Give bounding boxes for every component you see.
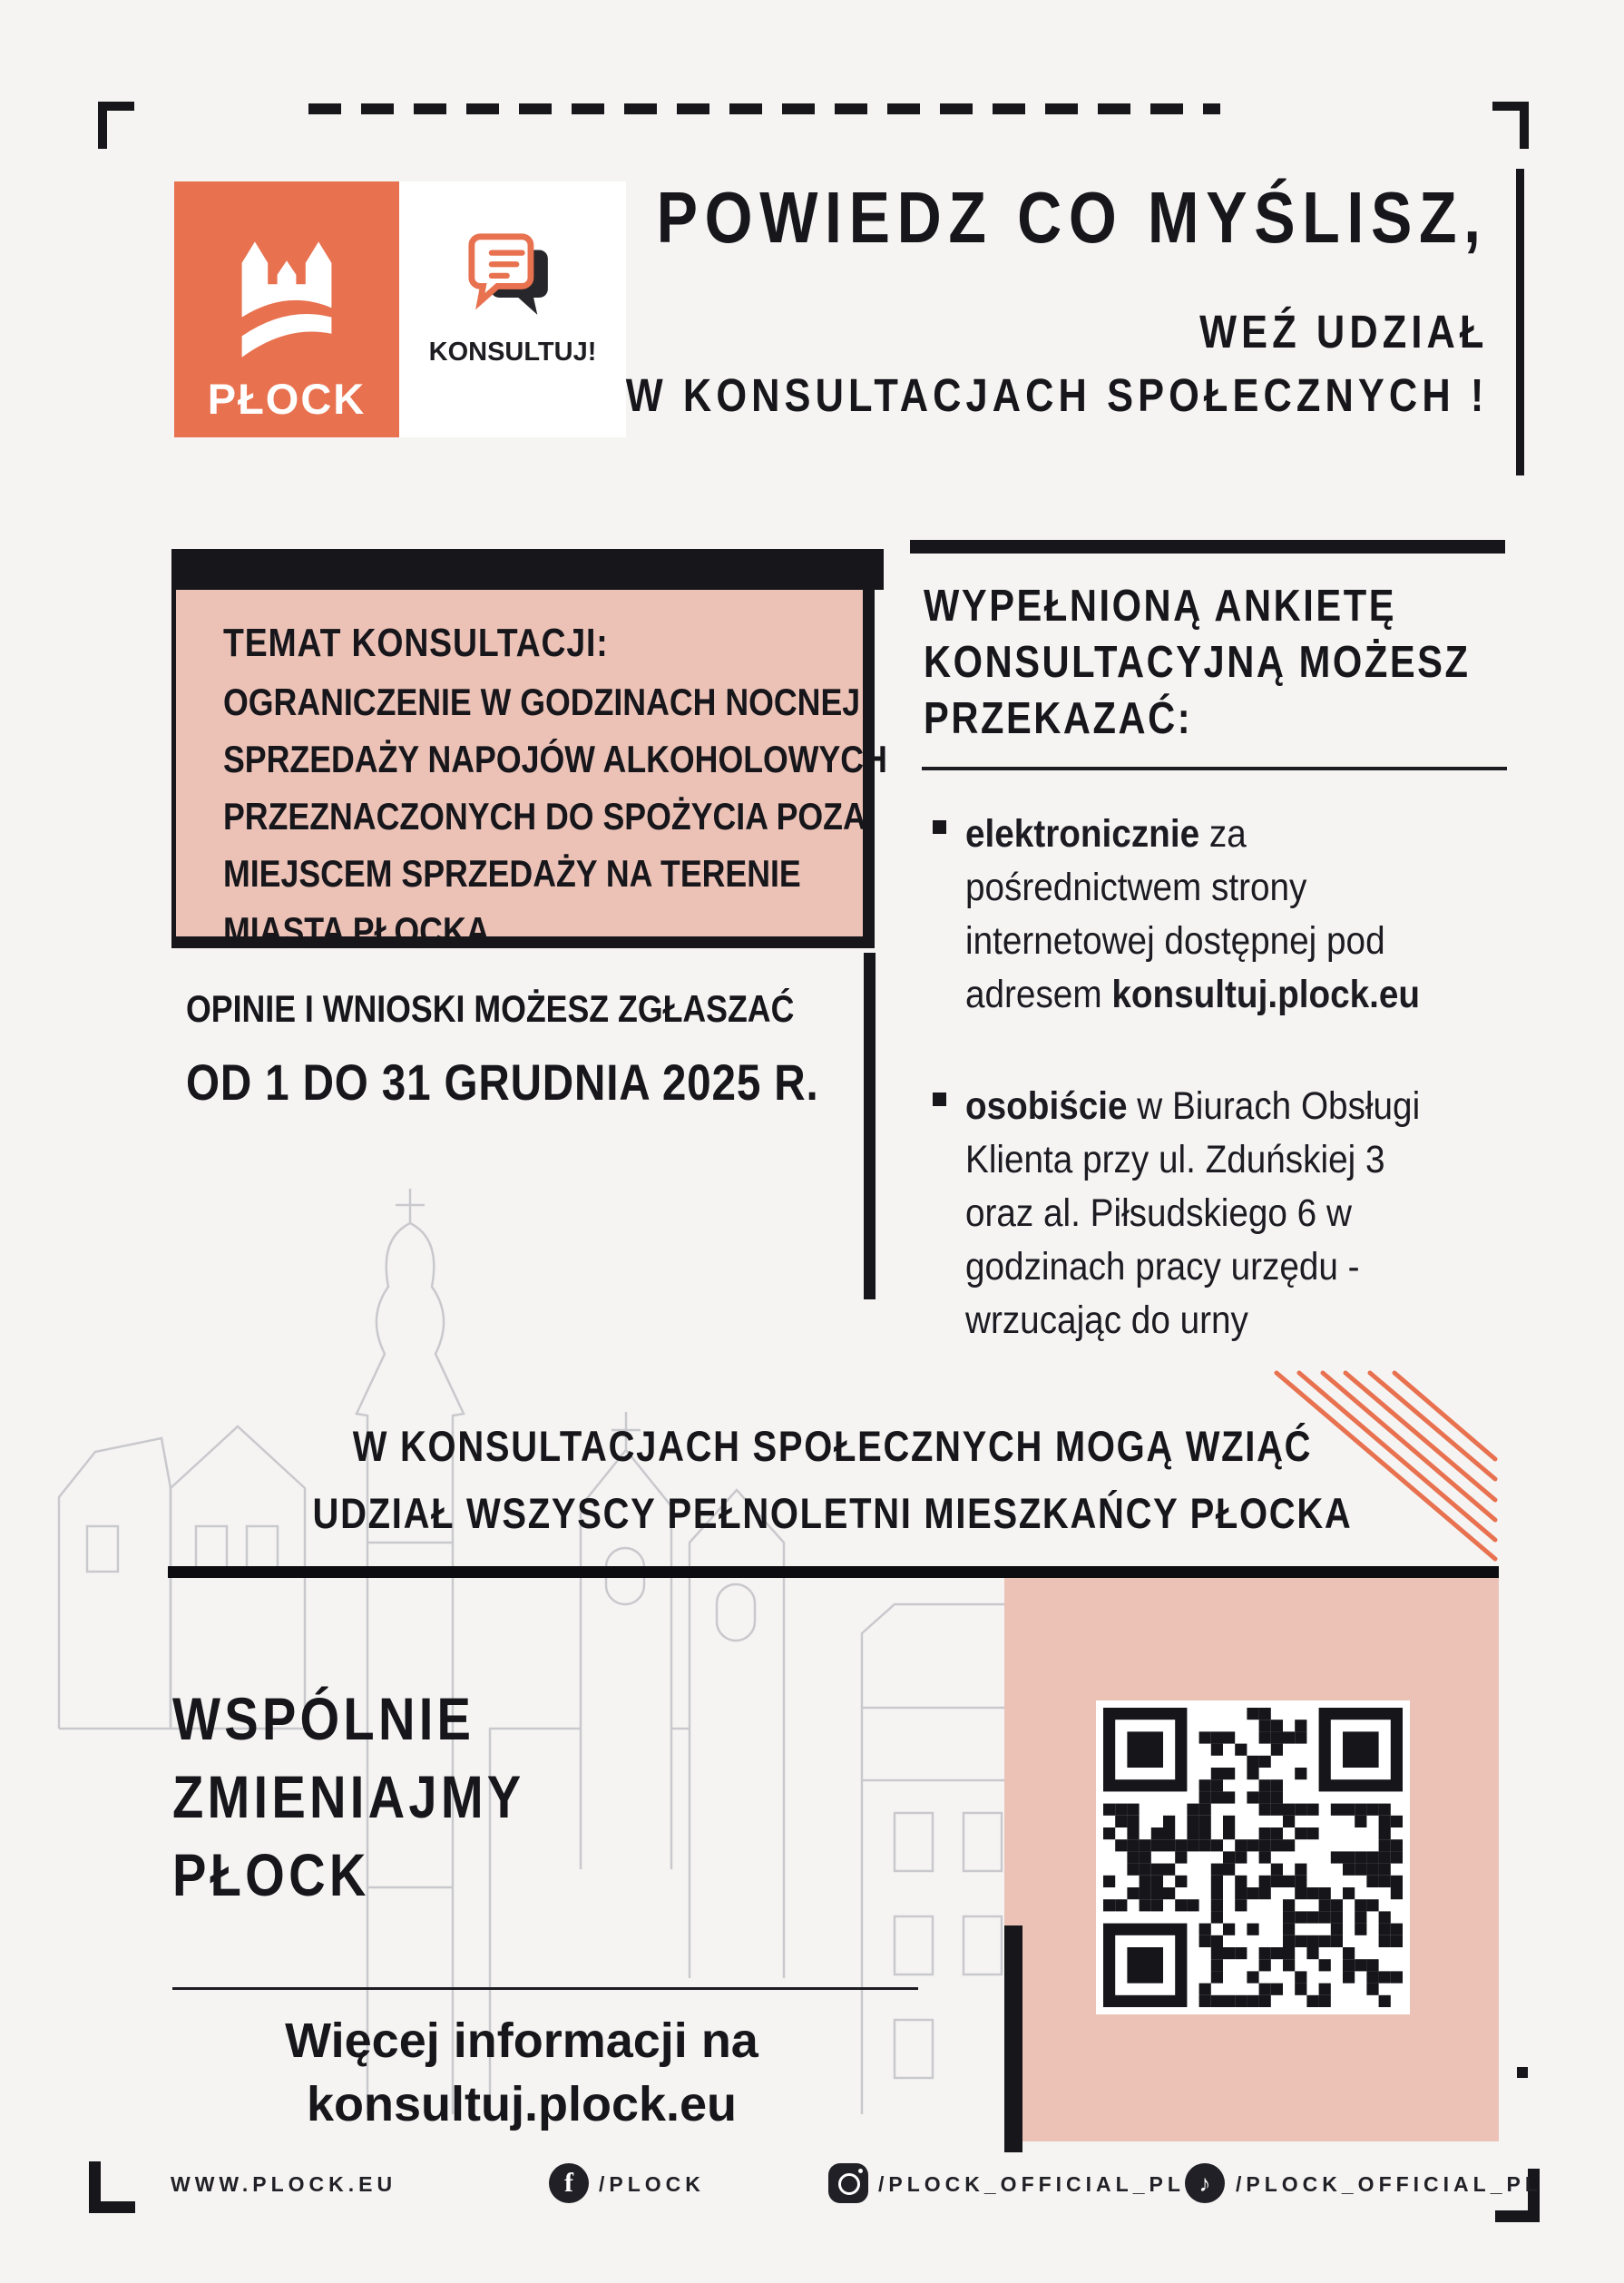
topic-label: TEMAT KONSULTACJI: [223, 621, 609, 665]
more-info-url: konsultuj.plock.eu [306, 2077, 738, 2131]
top-dashed-line [308, 103, 1220, 114]
more-info-line: Więcej informacji na [285, 2014, 758, 2068]
qr-side-bar [1004, 1925, 1022, 2152]
opinions-line: OPINIE I WNIOSKI MOŻESZ ZGŁASZAĆ [186, 987, 795, 1030]
heading-line-1: POWIEDZ CO MYŚLISZ, [656, 177, 1488, 258]
bullet-body: za pośrednictwem strony internetowej dostępnej pod adresem [965, 812, 1385, 1016]
instagram-icon [828, 2163, 868, 2203]
website-label: WWW.PLOCK.EU [171, 2172, 397, 2196]
bullet-lead: elektronicznie [965, 812, 1200, 856]
banner-underline [168, 1566, 1499, 1578]
facebook-icon: f [549, 2163, 589, 2203]
opinions-dates: OD 1 DO 31 GRUDNIA 2025 R. [186, 1053, 819, 1111]
castle-icon [216, 214, 357, 368]
bullet-electronic [933, 808, 1513, 1022]
plock-logo-label: PŁOCK [207, 375, 367, 423]
tiktok-icon: ♪ [1185, 2163, 1225, 2203]
survey-header-line: WYPEŁNIONĄ ANKIETĘ [924, 582, 1397, 631]
survey-top-bar [910, 540, 1505, 554]
bullet-lead: osobiście [965, 1084, 1128, 1128]
survey-header-line: KONSULTACYJNĄ MOŻESZ [924, 638, 1471, 687]
decorative-dot [1517, 2067, 1528, 2078]
corner-bracket-top-right [1492, 102, 1529, 149]
instagram-handle: /PLOCK_OFFICIAL_PL [878, 2172, 1185, 2196]
konsultuj-logo [399, 181, 626, 437]
info-rule [172, 1987, 918, 1990]
banner-line-1: W KONSULTACJACH SPOŁECZNYCH MOGĄ WZIĄĆ [352, 1422, 1313, 1470]
konsultuj-logo-label: KONSULTUJ! [428, 338, 597, 367]
topic-line: MIASTA PŁOCKA [223, 909, 490, 952]
banner-line-2: UDZIAŁ WSZYSCY PEŁNOLETNI MIESZKAŃCY PŁOCKA [312, 1489, 1353, 1537]
claim-line-2: ZMIENIAJMY [172, 1763, 525, 1830]
topic-line: OGRANICZENIE W GODZINACH NOCNEJ [223, 681, 861, 723]
column-divider [864, 953, 876, 1299]
survey-header-line: PRZEKAZAĆ: [924, 694, 1193, 743]
heading-line-3: W KONSULTACJACH SPOŁECZNYCH ! [625, 369, 1488, 421]
bullet-body: w Biurach Obsługi Klienta przy ul. Zduńskiej 3 oraz al. Piłsudskiego 6 w godzinach pracy urzędu - wrzucając do urny [965, 1084, 1421, 1342]
tiktok-handle: /PLOCK_OFFICIAL_PL [1236, 2172, 1542, 2196]
topic-box-top-bar [171, 549, 884, 590]
heading-line-2: WEŹ UDZIAŁ [1198, 306, 1488, 358]
corner-bracket-bottom-left [89, 2161, 135, 2213]
speech-bubbles-icon [455, 221, 570, 336]
topic-line: SPRZEDAŻY NAPOJÓW ALKOHOLOWYCH [223, 738, 887, 780]
qr-code [1096, 1700, 1410, 2014]
square-bullet-icon [933, 820, 946, 834]
survey-divider-rule [922, 767, 1507, 770]
topic-box [171, 590, 887, 952]
facebook-handle: /PLOCK [599, 2172, 705, 2196]
square-bullet-icon [933, 1093, 946, 1106]
topic-line: MIEJSCEM SPRZEDAŻY NA TERENIE [223, 852, 801, 895]
plock-logo [174, 181, 399, 437]
claim-line-1: WSPÓLNIE [172, 1685, 475, 1752]
heading-side-bar [1516, 169, 1524, 475]
claim-line-3: PŁOCK [172, 1841, 370, 1908]
bullet-in-person [933, 1080, 1513, 1347]
corner-bracket-top-left [98, 102, 134, 149]
topic-line: PRZEZNACZONYCH DO SPOŻYCIA POZA [223, 795, 866, 838]
bullet-url: konsultuj.plock.eu [1111, 973, 1421, 1016]
qr-panel [1004, 1578, 1499, 2141]
